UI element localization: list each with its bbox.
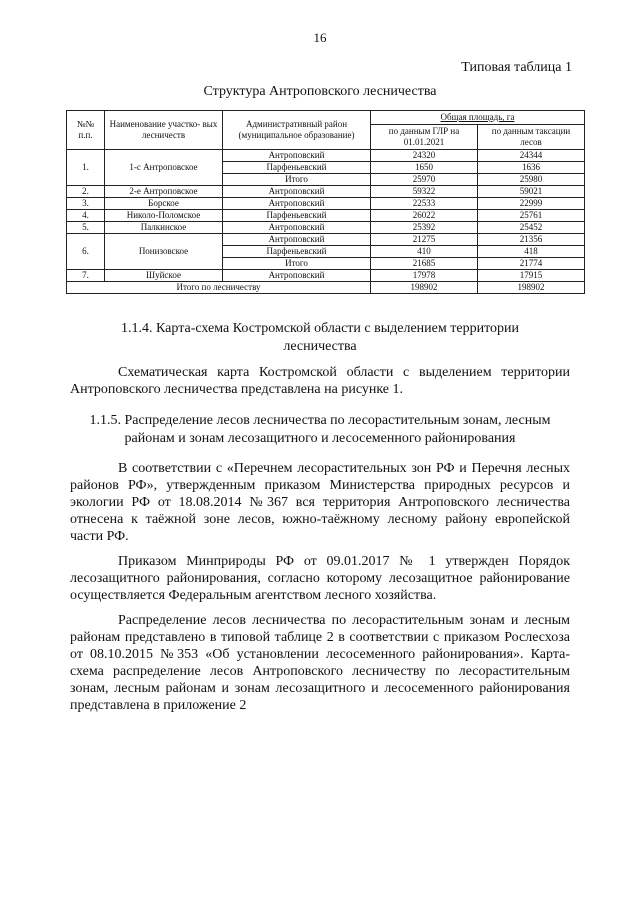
cell-name: Понизовское (105, 234, 223, 270)
cell-num: 6. (67, 234, 105, 270)
cell-district: Парфеньевский (223, 162, 371, 174)
header-district: Административный район (муниципальное образование) (223, 111, 371, 150)
cell-num: 3. (67, 198, 105, 210)
cell-area-glr: 26022 (371, 210, 478, 222)
cell-area-glr: 22533 (371, 198, 478, 210)
cell-district: Итого (223, 258, 371, 270)
cell-total-glr: 198902 (371, 282, 478, 294)
section-115-body (70, 460, 570, 714)
paragraph: Распределение лесов лесничества по лесорастительным зонам и лесным районам представлено в типовой таблице 2 в соответствии с приказом Рослесхоза от 08.10.2015 №353 «Об установлении лесосеменного районирования». Карта-схема распределение лесов Антроповского лесничеству по лесорастительным зонам, лесным районам и зонам лесозащитного и лесосеменного районирования представлена в приложение 2 (70, 613, 570, 713)
paragraph: Приказом Минприроды РФ от 09.01.2017 № 1 утвержден Порядок лесозащитного районирования, согласно которому лесозащитное районирование осуществляется Федеральным агентством лесного хозяйства. (70, 554, 570, 603)
cell-area-taks: 21774 (478, 258, 585, 270)
cell-area-glr: 21685 (371, 258, 478, 270)
cell-district: Итого (223, 174, 371, 186)
section-114-heading: 1.1.4. Карта-схема Костромской области с выделением территории лесничества (121, 321, 519, 354)
cell-area-taks: 22999 (478, 198, 585, 210)
table-body (67, 150, 585, 294)
cell-area-glr: 59322 (371, 186, 478, 198)
header-glr: по данным ГЛР на 01.01.2021 (371, 125, 478, 150)
table-row (67, 186, 585, 198)
table-row (67, 210, 585, 222)
cell-total-label: Итого по лесничеству (67, 282, 371, 294)
cell-area-taks: 418 (478, 246, 585, 258)
section-114-text: Схематическая карта Костромской области с выделением территории Антроповского лесничества представлена на рисунке 1. (70, 365, 570, 397)
section-115-heading: 1.1.5. Распределение лесов лесничества по лесорастительным зонам, лесным районам и зонам лесозащитного и лесосеменного районирования (89, 413, 551, 446)
header-num: №№ п.п. (67, 111, 105, 150)
cell-area-taks: 25980 (478, 174, 585, 186)
cell-area-glr: 25970 (371, 174, 478, 186)
forestry-structure-table (66, 110, 585, 294)
cell-area-glr: 17978 (371, 270, 478, 282)
header-taks: по данным таксации лесов (478, 125, 585, 150)
cell-district: Антроповский (223, 186, 371, 198)
cell-num: 4. (67, 210, 105, 222)
cell-district: Антроповский (223, 150, 371, 162)
cell-name: Борское (105, 198, 223, 210)
cell-area-glr: 25392 (371, 222, 478, 234)
cell-district: Парфеньевский (223, 210, 371, 222)
cell-num: 1. (67, 150, 105, 186)
cell-total-taks: 198902 (478, 282, 585, 294)
cell-name: Николо-Поломское (105, 210, 223, 222)
table-row (67, 150, 585, 162)
table-title: Структура Антроповского лесничества (203, 84, 437, 99)
cell-district: Парфеньевский (223, 246, 371, 258)
cell-area-taks: 21356 (478, 234, 585, 246)
cell-area-taks: 59021 (478, 186, 585, 198)
cell-area-glr: 24320 (371, 150, 478, 162)
paragraph: В соответствии с «Перечнем лесорастительных зон РФ и Перечня лесных районов РФ», утвержденным приказом Министерства природных ресурсов и экологии РФ от 18.08.2014 №367 вся территория Антроповского лесничества отнесена к таёжной зоне лесов, южно-таёжному лесному району европейской части РФ. (70, 461, 570, 544)
cell-district: Антроповский (223, 198, 371, 210)
cell-area-taks: 25761 (478, 210, 585, 222)
cell-district: Антроповский (223, 222, 371, 234)
table-row (67, 234, 585, 246)
cell-num: 5. (67, 222, 105, 234)
header-area: Общая площадь, га (371, 111, 585, 125)
cell-area-glr: 1650 (371, 162, 478, 174)
cell-area-glr: 21275 (371, 234, 478, 246)
cell-num: 7. (67, 270, 105, 282)
cell-area-taks: 17915 (478, 270, 585, 282)
cell-num: 2. (67, 186, 105, 198)
table-label: Типовая таблица 1 (461, 60, 572, 75)
cell-area-taks: 1636 (478, 162, 585, 174)
table-row (67, 270, 585, 282)
cell-name: Палкинское (105, 222, 223, 234)
cell-district: Антроповский (223, 270, 371, 282)
cell-area-taks: 25452 (478, 222, 585, 234)
page-number: 16 (313, 30, 327, 45)
header-name: Наименование участко- вых лесничеств (105, 111, 223, 150)
cell-name: 1-с Антроповское (105, 150, 223, 186)
table-row (67, 198, 585, 210)
cell-name: Шуйское (105, 270, 223, 282)
table-total-row (67, 282, 585, 294)
cell-name: 2-е Антроповское (105, 186, 223, 198)
cell-area-taks: 24344 (478, 150, 585, 162)
cell-district: Антроповский (223, 234, 371, 246)
cell-area-glr: 410 (371, 246, 478, 258)
table-row (67, 222, 585, 234)
